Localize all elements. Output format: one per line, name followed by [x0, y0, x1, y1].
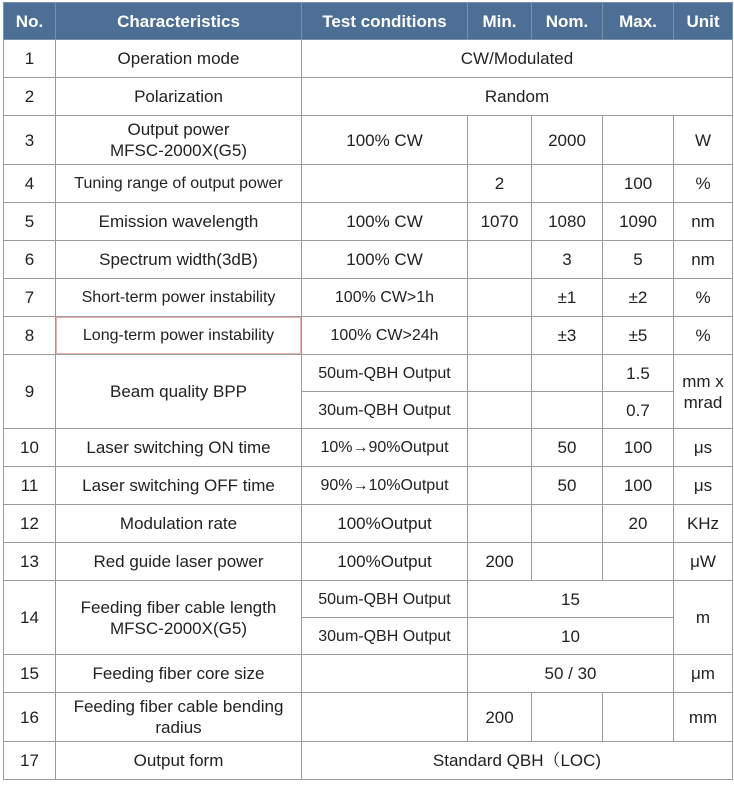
cell-characteristic	[56, 693, 302, 742]
cell-nom	[532, 693, 603, 742]
header-characteristics: Characteristics	[56, 3, 302, 40]
table-row	[4, 355, 733, 392]
cell-test-condition: 50um-QBH Output	[302, 581, 468, 618]
table-row	[4, 116, 733, 165]
cell-min	[468, 429, 532, 467]
cell-unit: μm	[674, 655, 733, 693]
cell-characteristic: Output form	[56, 742, 302, 780]
cell-value: CW/Modulated	[302, 40, 733, 78]
cell-nom	[532, 505, 603, 543]
table-row	[4, 742, 733, 780]
cell-min	[468, 317, 532, 355]
cell-characteristic: Modulation rate	[56, 505, 302, 543]
cell-test-condition: 100% CW	[302, 241, 468, 279]
cell-unit: W	[674, 116, 733, 165]
cell-no: 16	[4, 693, 56, 742]
cell-min	[468, 505, 532, 543]
characteristic-line-2: radius	[155, 718, 202, 737]
table-row	[4, 467, 733, 505]
cell-value: 15	[468, 581, 674, 618]
header-test-conditions: Test conditions	[302, 3, 468, 40]
cell-characteristic: Long-term power instability	[56, 317, 302, 355]
cell-nom: 50	[532, 429, 603, 467]
cell-no: 17	[4, 742, 56, 780]
unit-line-1: mm x	[682, 371, 724, 391]
cell-nom	[532, 543, 603, 581]
cell-nom: 50	[532, 467, 603, 505]
header-no: No.	[4, 3, 56, 40]
cell-test-condition: 30um-QBH Output	[302, 618, 468, 655]
table-row	[4, 505, 733, 543]
cell-unit: mm	[674, 693, 733, 742]
table-row	[4, 279, 733, 317]
cell-test-condition: 100% CW>24h	[302, 317, 468, 355]
table-row	[4, 78, 733, 116]
cell-unit	[674, 355, 733, 429]
cell-max: 100	[603, 429, 674, 467]
cell-characteristic: Short-term power instability	[56, 279, 302, 317]
cell-max: 1090	[603, 203, 674, 241]
cell-max: 20	[603, 505, 674, 543]
cell-min	[468, 279, 532, 317]
cell-unit: nm	[674, 203, 733, 241]
table-row	[4, 165, 733, 203]
cell-unit: %	[674, 279, 733, 317]
cell-min	[468, 241, 532, 279]
cell-characteristic: Polarization	[56, 78, 302, 116]
cell-nom: 2000	[532, 116, 603, 165]
cell-no: 1	[4, 40, 56, 78]
cell-characteristic: Red guide laser power	[56, 543, 302, 581]
cell-no: 10	[4, 429, 56, 467]
cell-max: 5	[603, 241, 674, 279]
cell-test-condition: 50um-QBH Output	[302, 355, 468, 392]
cell-nom	[532, 392, 603, 429]
cell-test-condition	[302, 693, 468, 742]
characteristic-line-2: MFSC-2000X(G5)	[110, 618, 247, 638]
cell-no: 2	[4, 78, 56, 116]
cell-nom: ±3	[532, 317, 603, 355]
cell-test-condition: 100% CW>1h	[302, 279, 468, 317]
cell-max	[603, 543, 674, 581]
cell-max	[603, 693, 674, 742]
cell-nom: ±1	[532, 279, 603, 317]
cell-characteristic: Laser switching OFF time	[56, 467, 302, 505]
table-row	[4, 693, 733, 742]
cell-characteristic: Spectrum width(3dB)	[56, 241, 302, 279]
cell-value: 10	[468, 618, 674, 655]
specifications-table	[3, 2, 733, 780]
cell-min: 200	[468, 693, 532, 742]
cell-unit: μs	[674, 429, 733, 467]
cell-unit: nm	[674, 241, 733, 279]
cell-nom	[532, 165, 603, 203]
cell-value: Random	[302, 78, 733, 116]
cell-nom: 1080	[532, 203, 603, 241]
cell-max: 1.5	[603, 355, 674, 392]
cell-min	[468, 355, 532, 392]
header-min: Min.	[468, 3, 532, 40]
table-row	[4, 203, 733, 241]
table-row	[4, 581, 733, 618]
cell-no: 4	[4, 165, 56, 203]
characteristic-line-1: Feeding fiber cable length	[80, 597, 277, 617]
cell-max	[603, 116, 674, 165]
header-row	[4, 3, 733, 40]
characteristic-line-1: Output power	[127, 120, 230, 139]
cell-characteristic: Emission wavelength	[56, 203, 302, 241]
cell-max: ±5	[603, 317, 674, 355]
cell-characteristic: Tuning range of output power	[56, 165, 302, 203]
cell-min: 1070	[468, 203, 532, 241]
header-unit: Unit	[674, 3, 733, 40]
unit-line-2: mrad	[683, 392, 723, 412]
cell-unit: μs	[674, 467, 733, 505]
table-row	[4, 543, 733, 581]
cell-characteristic	[56, 116, 302, 165]
cell-test-condition: 100% CW	[302, 203, 468, 241]
cell-no: 9	[4, 355, 56, 429]
cell-max: 100	[603, 165, 674, 203]
cell-no: 15	[4, 655, 56, 693]
cell-no: 11	[4, 467, 56, 505]
cell-min	[468, 467, 532, 505]
table-row	[4, 317, 733, 355]
cell-no: 7	[4, 279, 56, 317]
cell-test-condition: 30um-QBH Output	[302, 392, 468, 429]
cell-test-condition: 100%Output	[302, 505, 468, 543]
cell-test-condition: 100%Output	[302, 543, 468, 581]
cell-nom	[532, 355, 603, 392]
cell-max: 0.7	[603, 392, 674, 429]
cell-unit: m	[674, 581, 733, 655]
cell-unit: KHz	[674, 505, 733, 543]
cell-no: 12	[4, 505, 56, 543]
header-max: Max.	[603, 3, 674, 40]
table-row	[4, 655, 733, 693]
cell-test-condition: 100% CW	[302, 116, 468, 165]
cell-value: 50 / 30	[468, 655, 674, 693]
table-row	[4, 429, 733, 467]
cell-test-condition	[302, 655, 468, 693]
cell-characteristic: Laser switching ON time	[56, 429, 302, 467]
cell-no: 13	[4, 543, 56, 581]
table-row	[4, 40, 733, 78]
cell-characteristic	[56, 581, 302, 655]
cell-no: 6	[4, 241, 56, 279]
table-row	[4, 241, 733, 279]
cell-test-condition: 10%→90%Output	[302, 429, 468, 467]
characteristic-line-2: MFSC-2000X(G5)	[110, 141, 247, 160]
cell-test-condition: 90%→10%Output	[302, 467, 468, 505]
cell-no: 14	[4, 581, 56, 655]
header-nom: Nom.	[532, 3, 603, 40]
cell-characteristic: Beam quality BPP	[56, 355, 302, 429]
cell-characteristic: Feeding fiber core size	[56, 655, 302, 693]
characteristic-line-1: Feeding fiber cable bending	[73, 697, 284, 716]
cell-unit: μW	[674, 543, 733, 581]
cell-characteristic: Operation mode	[56, 40, 302, 78]
cell-min: 2	[468, 165, 532, 203]
cell-nom: 3	[532, 241, 603, 279]
cell-min	[468, 116, 532, 165]
cell-no: 3	[4, 116, 56, 165]
cell-min	[468, 392, 532, 429]
cell-unit: %	[674, 165, 733, 203]
cell-test-condition	[302, 165, 468, 203]
cell-min: 200	[468, 543, 532, 581]
cell-no: 8	[4, 317, 56, 355]
cell-unit: %	[674, 317, 733, 355]
cell-max: ±2	[603, 279, 674, 317]
cell-no: 5	[4, 203, 56, 241]
cell-value: Standard QBH（LOC)	[302, 742, 733, 780]
cell-max: 100	[603, 467, 674, 505]
